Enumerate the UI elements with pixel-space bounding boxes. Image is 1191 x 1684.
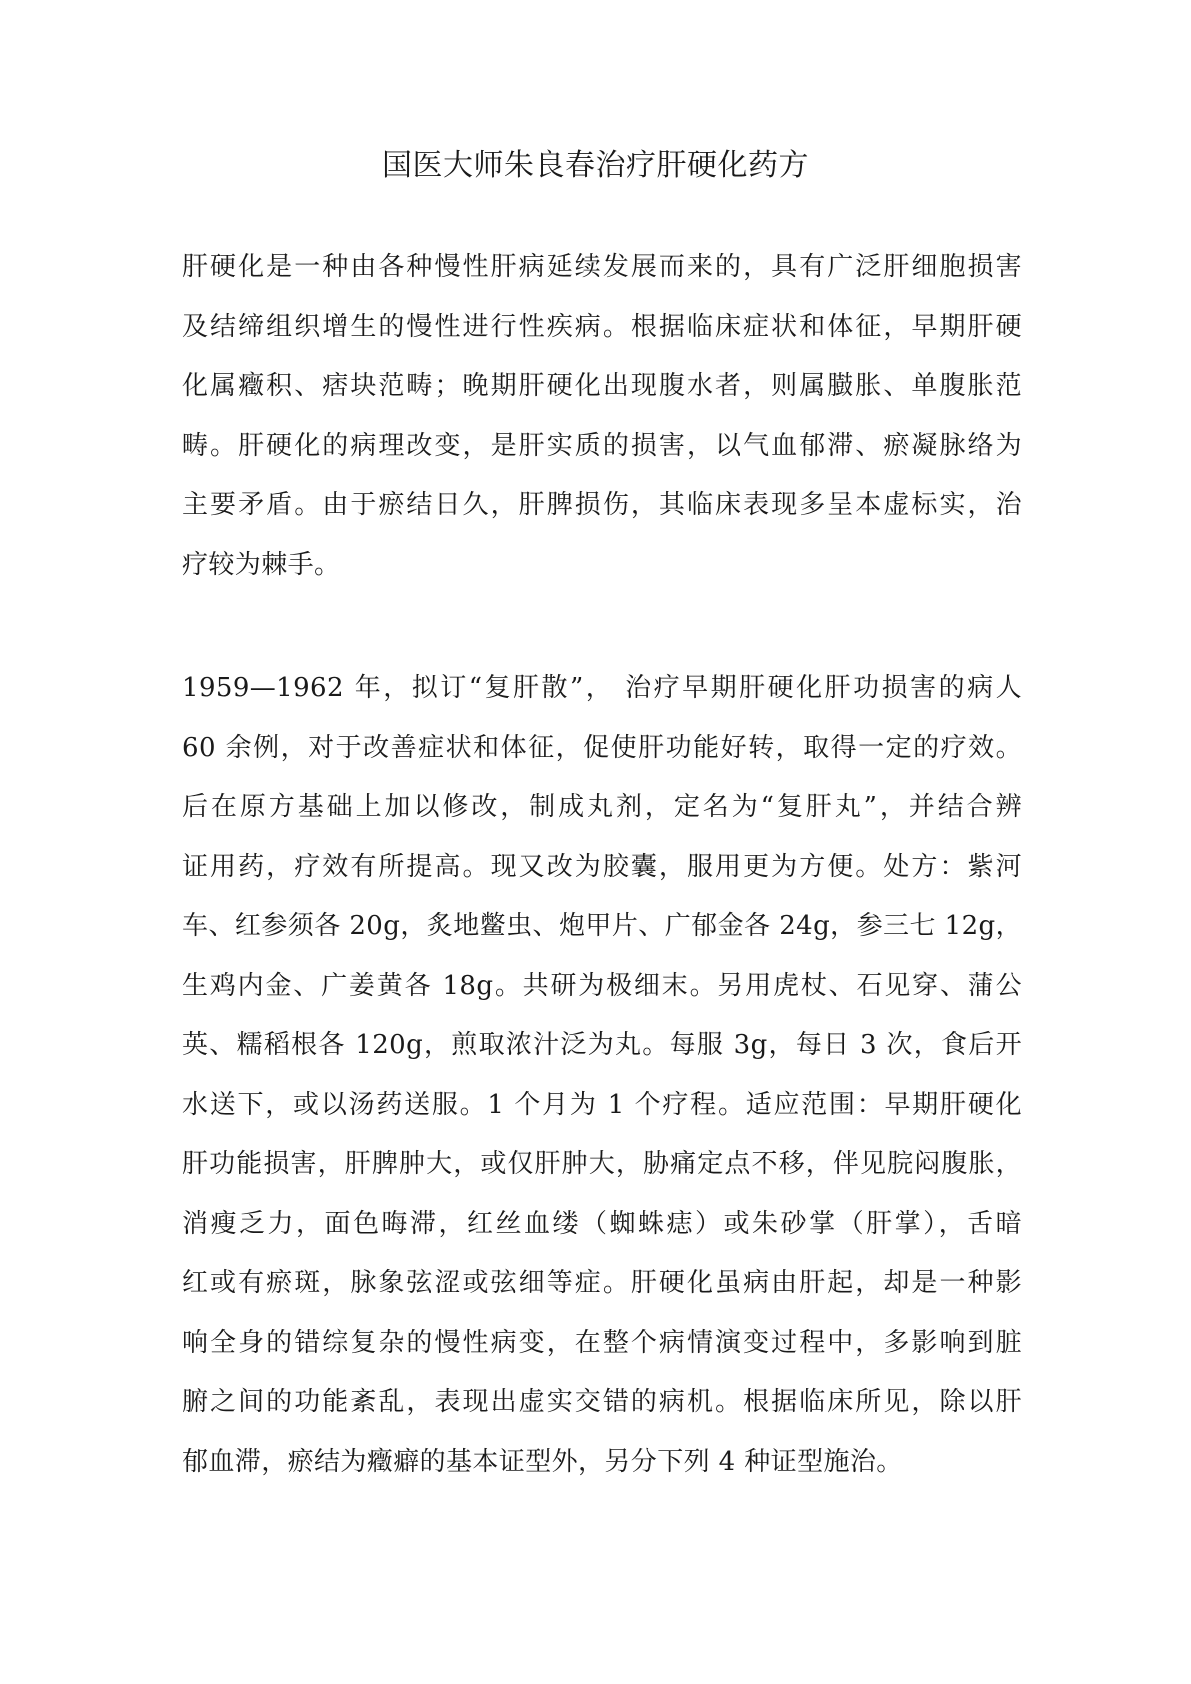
document-body bbox=[182, 238, 1022, 1492]
text-line: 肝硬化是一种由各种慢性肝病延续发展而来的，具有广泛肝细胞损害 bbox=[182, 252, 1022, 282]
document-title: 国医大师朱良春治疗肝硬化药方 bbox=[382, 148, 809, 183]
text-line: 腑之间的功能紊乱，表现出虚实交错的病机。根据临床所见，除以肝 bbox=[182, 1387, 1022, 1417]
text-line: 化属癥积、痞块范畴；晚期肝硬化出现腹水者，则属臌胀、单腹胀范 bbox=[182, 371, 1022, 401]
text-line: 肝功能损害，肝脾肿大，或仅肝肿大，胁痛定点不移，伴见脘闷腹胀， bbox=[182, 1149, 1022, 1179]
text-line: 疗较为棘手。 bbox=[182, 549, 341, 580]
paragraph-prescription bbox=[182, 659, 1022, 1492]
text-line: 水送下，或以汤药送服。1 个月为 1 个疗程。适应范围：早期肝硬化 bbox=[182, 1089, 1022, 1120]
text-line: 车、红参须各 20g，炙地鳖虫、炮甲片、广郁金各 24g，参三七 12g， bbox=[182, 911, 1022, 941]
text-line: 红或有瘀斑，脉象弦涩或弦细等症。肝硬化虽病由肝起，却是一种影 bbox=[182, 1268, 1022, 1298]
text-line: 郁血滞，瘀结为癥癖的基本证型外，另分下列 4 种证型施治。 bbox=[182, 1446, 903, 1477]
text-line: 及结缔组织增生的慢性进行性疾病。根据临床症状和体征，早期肝硬 bbox=[182, 311, 1022, 342]
text-line: 60 余例，对于改善症状和体征，促使肝功能好转，取得一定的疗效。 bbox=[182, 732, 1022, 763]
text-line: 响全身的错综复杂的慢性病变，在整个病情演变过程中，多影响到脏 bbox=[182, 1327, 1022, 1358]
text-line: 生鸡内金、广姜黄各 18g。共研为极细末。另用虎杖、石见穿、蒲公 bbox=[182, 970, 1022, 1001]
text-line: 主要矛盾。由于瘀结日久，肝脾损伤，其临床表现多呈本虚标实，治 bbox=[182, 490, 1022, 520]
text-line: 后在原方基础上加以修改，制成丸剂，定名为“复肝丸”，并结合辨 bbox=[182, 792, 1022, 822]
text-line: 1959—1962 年，拟订“复肝散”， 治疗早期肝硬化肝功损害的病人 bbox=[182, 673, 1022, 703]
text-line: 消瘦乏力，面色晦滞，红丝血缕（蜘蛛痣）或朱砂掌（肝掌），舌暗 bbox=[182, 1208, 1022, 1239]
text-line: 证用药，疗效有所提高。现又改为胶囊，服用更为方便。处方：紫河 bbox=[182, 851, 1022, 882]
text-line: 畴。肝硬化的病理改变，是肝实质的损害，以气血郁滞、瘀凝脉络为 bbox=[182, 430, 1022, 461]
paragraph-spacing bbox=[182, 595, 1022, 659]
text-line: 英、糯稻根各 120g，煎取浓汁泛为丸。每服 3g，每日 3 次，食后开 bbox=[182, 1030, 1022, 1060]
paragraph-intro bbox=[182, 238, 1022, 595]
